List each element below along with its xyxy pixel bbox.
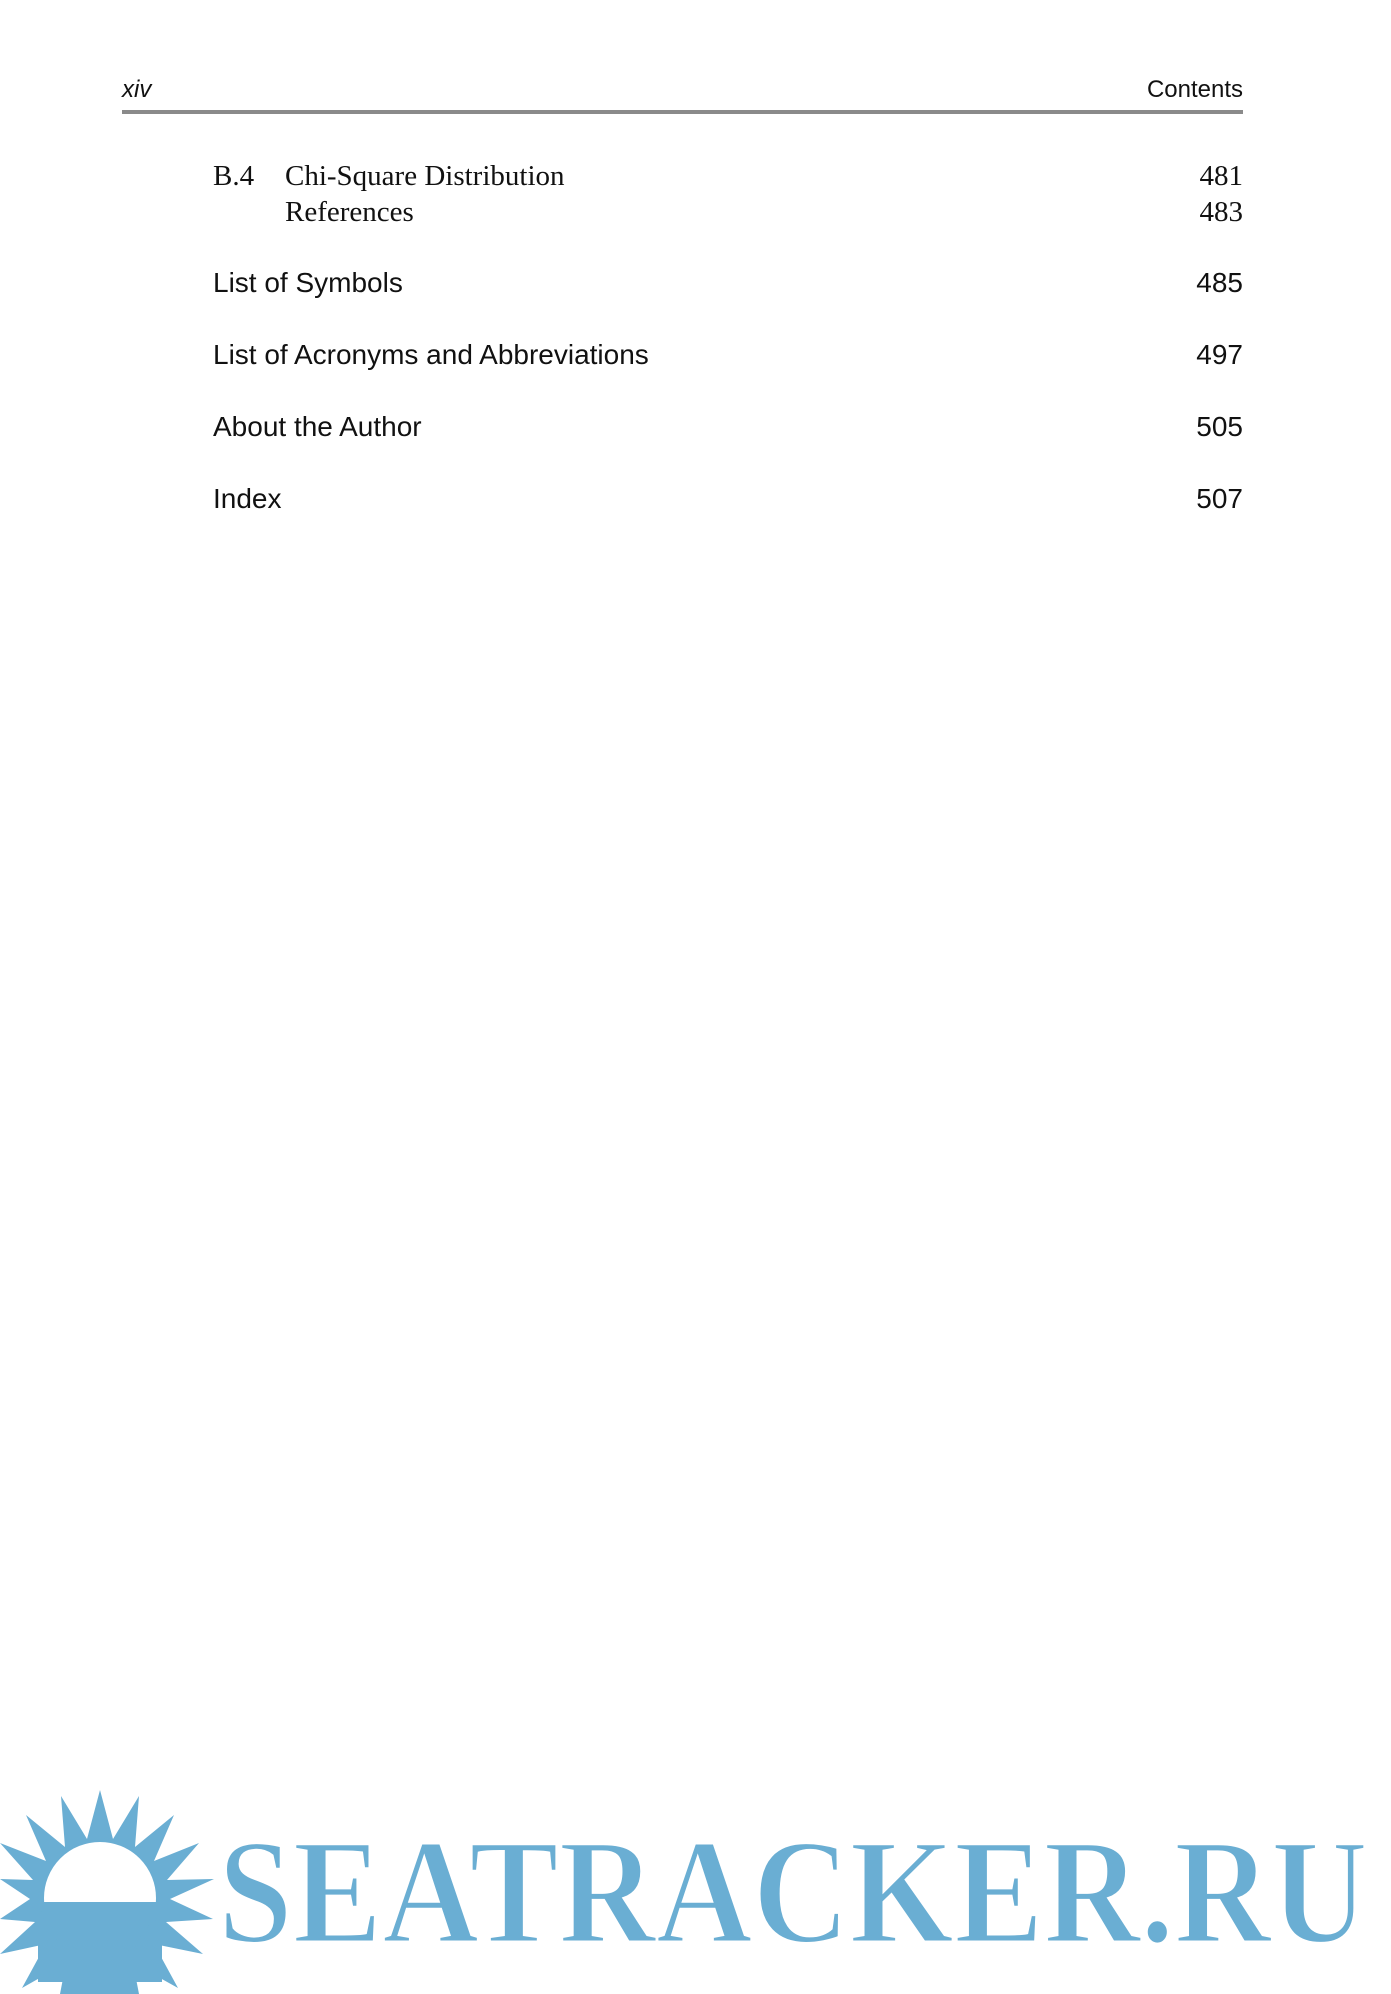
toc-subentry-page: 481: [1199, 160, 1243, 192]
toc-entry-list-of-acronyms[interactable]: [213, 339, 1243, 375]
toc-subentry-title: References: [285, 196, 414, 228]
table-of-contents: [213, 160, 1243, 519]
toc-entry-title: About the Author: [213, 411, 422, 442]
toc-entry-about-the-author[interactable]: [213, 411, 1243, 447]
toc-entry-title: Index: [213, 483, 282, 514]
toc-subentry-title: Chi-Square Distribution: [285, 160, 565, 192]
running-head: [122, 74, 1243, 114]
toc-entry-list-of-symbols[interactable]: [213, 267, 1243, 303]
toc-subentry[interactable]: [213, 196, 1243, 232]
page-number: xiv: [122, 76, 152, 103]
toc-entry-title: List of Acronyms and Abbreviations: [213, 339, 649, 370]
toc-subentry-number: B.4: [213, 160, 255, 192]
watermark-logo: [0, 1790, 1391, 1994]
toc-entry-page: 505: [1196, 411, 1243, 442]
sun-icon: [0, 1790, 214, 1994]
watermark-text: SEATRACKER.RU: [218, 1809, 1368, 1975]
section-title: Contents: [1146, 76, 1243, 103]
toc-entry-title: List of Symbols: [213, 267, 403, 298]
toc-subentry-page: 483: [1199, 196, 1243, 228]
toc-entry-index[interactable]: [213, 483, 1243, 519]
toc-subentry[interactable]: [213, 160, 1243, 196]
toc-entry-page: 485: [1196, 267, 1243, 298]
toc-entry-page: 507: [1196, 483, 1243, 514]
toc-entry-page: 497: [1196, 339, 1243, 370]
